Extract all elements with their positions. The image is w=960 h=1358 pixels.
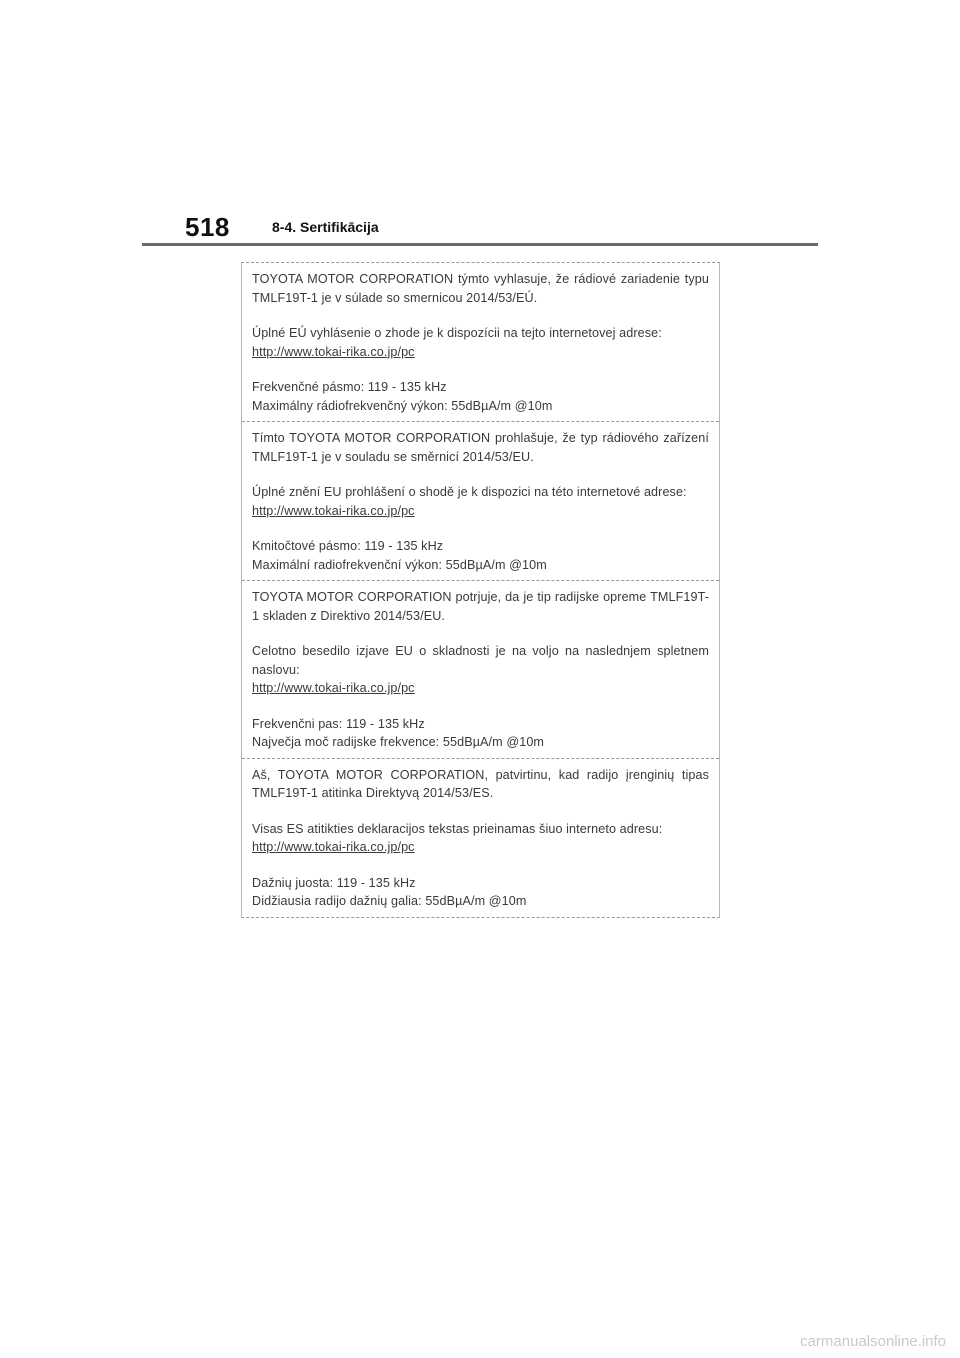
declaration-statement: Aš, TOYOTA MOTOR CORPORATION, patvirtinu, kad radijo įrenginių tipas TMLF19T-1 atitinka Direktyvą 2014/53/ES. bbox=[252, 767, 709, 800]
page-number: 518 bbox=[185, 212, 230, 242]
declaration-statement: Tímto TOYOTA MOTOR CORPORATION prohlašuje, že typ rádiového zařízení TMLF19T-1 je v souladu se směrnicí 2014/53/EU. bbox=[252, 431, 709, 464]
declaration-url-link[interactable]: http://www.tokai-rika.co.jp/pc bbox=[252, 503, 415, 518]
declaration-statement: TOYOTA MOTOR CORPORATION týmto vyhlasuje, že rádiové zariadenie typu TMLF19T-1 je v súlade so smernicou 2014/53/EÚ. bbox=[252, 272, 709, 305]
declaration-url-link[interactable]: http://www.tokai-rika.co.jp/pc bbox=[252, 840, 415, 854]
declaration-url-link[interactable]: http://www.tokai-rika.co.jp/pc bbox=[252, 681, 415, 695]
watermark: carmanualsonline.info bbox=[800, 1333, 946, 1350]
declaration-availability: Úplné EÚ vyhlásenie o zhode je k dispozícii na tejto internetovej adrese: bbox=[252, 326, 662, 340]
max-power: Največja moč radijske frekvence: 55dBµA/m @10m bbox=[252, 735, 545, 749]
section-title: 8-4. Sertifikācija bbox=[272, 219, 379, 235]
max-power: Maximálny rádiofrekvenčný výkon: 55dBµA/m @10m bbox=[252, 398, 553, 413]
declaration-availability: Visas ES atitikties deklaracijos tekstas prieinamas šiuo interneto adresu: bbox=[252, 821, 663, 836]
frequency-band: Frekvenčné pásmo: 119 - 135 kHz bbox=[252, 380, 447, 394]
declaration-block-czech bbox=[242, 422, 719, 581]
declaration-statement: TOYOTA MOTOR CORPORATION potrjuje, da je tip radijske opreme TMLF19T-1 skladen z Direktivo 2014/53/EU. bbox=[252, 590, 709, 623]
frequency-band: Dažnių juosta: 119 - 135 kHz bbox=[252, 875, 416, 890]
frequency-band: Frekvenčni pas: 119 - 135 kHz bbox=[252, 716, 425, 731]
declaration-availability: Celotno besedilo izjave EU o skladnosti je na voljo na naslednjem spletnem naslovu: bbox=[252, 644, 709, 677]
max-power: Maximální radiofrekvenční výkon: 55dBµA/m @10m bbox=[252, 557, 547, 572]
header-rule bbox=[142, 243, 818, 246]
declaration-block-slovak bbox=[242, 263, 719, 422]
declaration-block-lithuanian bbox=[242, 759, 719, 917]
declaration-url-link[interactable]: http://www.tokai-rika.co.jp/pc bbox=[252, 344, 415, 359]
declaration-availability: Úplné znění EU prohlášení o shodě je k dispozici na této internetové adrese: bbox=[252, 485, 687, 499]
frequency-band: Kmitočtové pásmo: 119 - 135 kHz bbox=[252, 539, 444, 553]
max-power: Didžiausia radijo dažnių galia: 55dBµA/m @10m bbox=[252, 894, 527, 908]
declaration-block-slovenian bbox=[242, 581, 719, 759]
declaration-document bbox=[241, 262, 720, 918]
